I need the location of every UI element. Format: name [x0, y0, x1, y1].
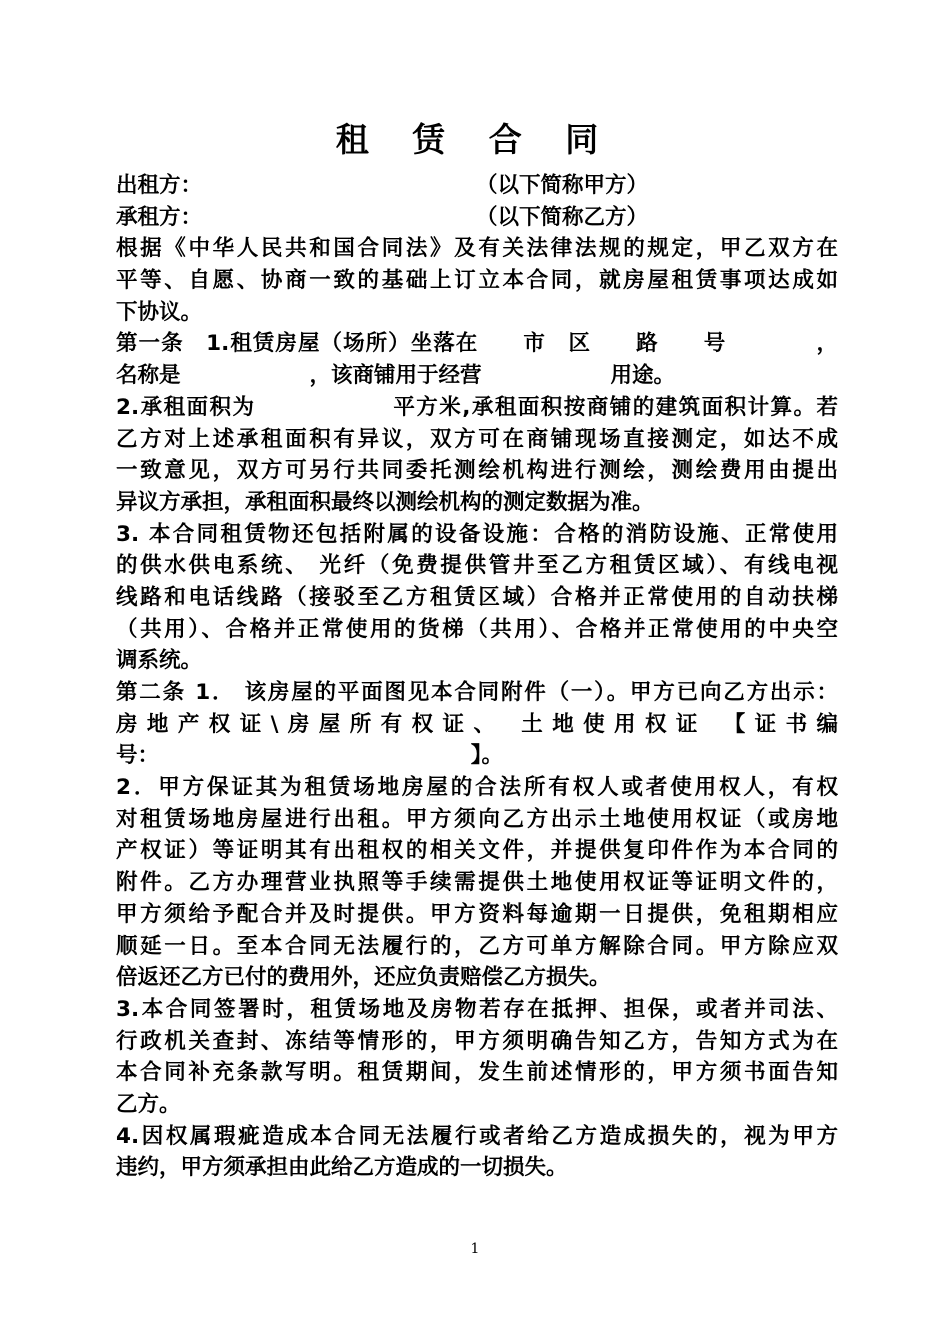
text-line: 号： 】。 [116, 743, 504, 769]
text-line: 2.承租面积为 平方米,承租面积按商铺的建筑面积计算。若 [116, 394, 838, 420]
lessee-line [116, 202, 838, 234]
text-line: 根据《中华人民共和国合同法》及有关法律法规的规定，甲乙双方在 [116, 236, 838, 262]
text-line: 第一条 1.租赁房屋（场所）坐落在 市 区 路 号 ， [116, 331, 838, 357]
text-line: 下协议。 [116, 299, 203, 325]
text-line: （共用）、合格并正常使用的货梯（共用）、合格并正常使用的中央空 [116, 616, 838, 642]
text-line: 倍返还乙方已付的费用外，还应负责赔偿乙方损失。 [116, 965, 611, 991]
document-body [116, 170, 838, 1184]
text-line: 对租赁场地房屋进行出租。甲方须向乙方出示土地使用权证（或房地 [116, 806, 838, 832]
text-line: 的供水供电系统、 光纤（免费提供管井至乙方租赁区域）、有线电视 [116, 553, 838, 579]
text-line: 3. 本合同租赁物还包括附属的设备设施：合格的消防设施、正常使用 [116, 521, 838, 547]
text-line: 甲方须给予配合并及时提供。甲方资料每逾期一日提供，免租期相应 [116, 901, 838, 927]
lessor-line [116, 170, 838, 202]
text-line: 行政机关查封、冻结等情形的，甲方须明确告知乙方，告知方式为在 [116, 1028, 838, 1054]
page-number: 1 [470, 1241, 480, 1257]
text-line: 附件。乙方办理营业执照等手续需提供土地使用权证等证明文件的， [116, 870, 838, 896]
text-line: 本合同补充条款写明。租赁期间，发生前述情形的，甲方须书面告知 [116, 1060, 838, 1086]
lessor-label: 出租方： [116, 173, 203, 198]
text-line: 平等、自愿、协商一致的基础上订立本合同，就房屋租赁事项达成如 [116, 268, 838, 294]
text-line: 违约，甲方须承担由此给乙方造成的一切损失。 [116, 1155, 568, 1181]
text-line: 4.因权属瑕疵造成本合同无法履行或者给乙方造成损失的，视为甲方 [116, 1123, 838, 1149]
text-line: 线路和电话线路（接驳至乙方租赁区域）合格并正常使用的自动扶梯 [116, 584, 838, 610]
text-line: 乙方。 [116, 1091, 181, 1117]
lessee-label: 承租方： [116, 204, 203, 230]
document-title: 租 赁 合 同 [335, 120, 615, 159]
text-line: 异议方承担，承租面积最终以测绘机构的测定数据为准。 [116, 489, 654, 515]
text-line: 产权证）等证明其有出租权的相关文件，并提供复印件作为本合同的 [116, 838, 838, 864]
text-line: 乙方对上述承租面积有异议，双方可在商铺现场直接测定，如达不成 [116, 426, 838, 452]
text-line: 调系统。 [116, 648, 203, 674]
lessor-note: （以下简称甲方） [476, 173, 649, 198]
text-line: 一致意见，双方可另行共同委托测绘机构进行测绘，测绘费用由提出 [116, 458, 838, 484]
text-line: 第二条 1． 该房屋的平面图见本合同附件（一）。甲方已向乙方出示： [116, 680, 838, 705]
text-line: 3.本合同签署时，租赁场地及房物若存在抵押、担保，或者并司法、 [116, 996, 838, 1022]
text-line: 房地产权证\房屋所有权证、 土地使用权证 【证书编 [116, 711, 838, 737]
lessee-note: （以下简称乙方） [476, 204, 649, 230]
text-line: 名称是 ，该商铺用于经营 用途。 [116, 363, 676, 389]
text-line: 顺延一日。至本合同无法履行的，乙方可单方解除合同。甲方除应双 [116, 933, 838, 959]
text-line: 2．甲方保证其为租赁场地房屋的合法所有权人或者使用权人，有权 [116, 775, 838, 801]
